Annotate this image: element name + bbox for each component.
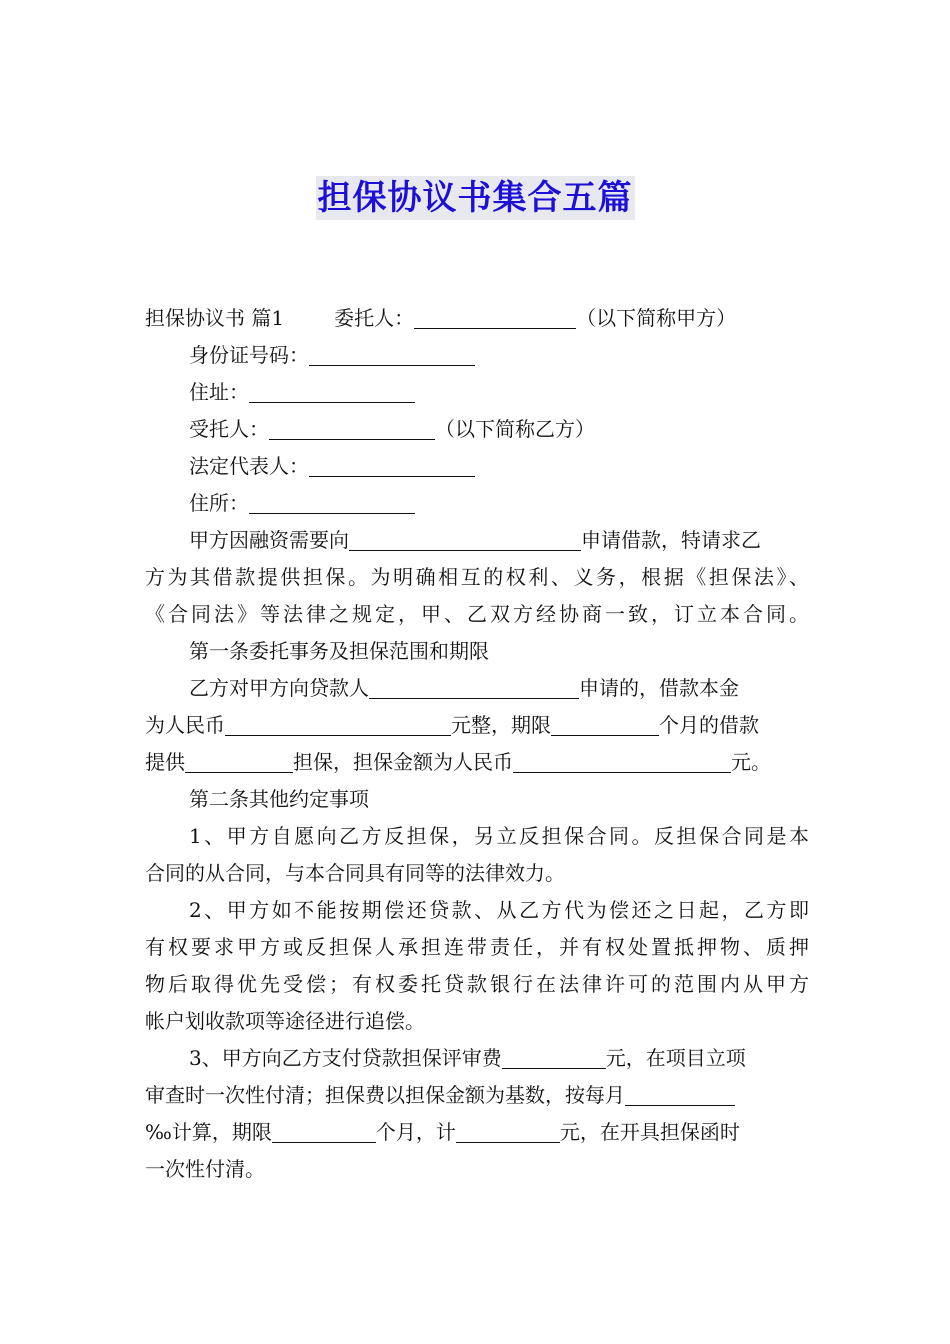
blank-field: [225, 713, 451, 736]
text-span: 个月的借款: [659, 713, 759, 737]
paragraph-line: [145, 1077, 809, 1114]
paragraph-line: 帐户划收款项等途径进行追偿。: [145, 1009, 425, 1033]
paragraph-line: 一次性付清。: [145, 1157, 265, 1181]
paragraph-line: [145, 670, 809, 707]
paragraph-line: [145, 337, 809, 374]
text-span: 元，在项目立项: [605, 1046, 746, 1070]
paragraph-line: [145, 744, 809, 781]
paragraph-line: [145, 1040, 809, 1077]
section-heading: 第二条其他约定事项: [189, 787, 369, 811]
text-span: 住址：: [189, 380, 249, 404]
title-text: 担保协议书集合五篇: [317, 178, 633, 218]
text-span: 为人民币: [145, 713, 225, 737]
paragraph-line: [145, 411, 809, 448]
text-span: 法定代表人：: [189, 454, 309, 478]
text-span: ‰计算，期限: [145, 1120, 272, 1144]
blank-field: [185, 750, 293, 773]
paragraph-line: [145, 1114, 809, 1151]
blank-field: [272, 1120, 376, 1143]
blank-field: [249, 380, 415, 403]
paragraph-line: 1、甲方自愿向乙方反担保，另立反担保合同。反担保合同是本: [189, 824, 809, 848]
paragraph-line: [145, 374, 809, 411]
text-span: 提供: [145, 750, 185, 774]
blank-field: [414, 306, 576, 329]
blank-field: [502, 1046, 606, 1069]
paragraph-line: 方为其借款提供担保。为明确相互的权利、义务，根据《担保法》、: [145, 565, 809, 589]
blank-field: [456, 1120, 560, 1143]
paragraph-line: 物后取得优先受偿；有权委托贷款银行在法律许可的范围内从甲方: [145, 972, 809, 996]
blank-field: [249, 491, 415, 514]
text-span: 元。: [731, 750, 771, 774]
text-span: 个月，计: [375, 1120, 456, 1144]
text-span: （以下简称乙方）: [435, 417, 595, 441]
text-span: 委托人：: [334, 306, 415, 330]
text-span: 担保协议书 篇1: [145, 306, 285, 330]
text-span: 身份证号码：: [189, 343, 309, 367]
text-span: 元整，期限: [451, 713, 551, 737]
paragraph-line: 《合同法》等法律之规定，甲、乙双方经协商一致，订立本合同。: [145, 602, 809, 626]
blank-field: [349, 528, 581, 551]
paragraph-line: [145, 707, 809, 744]
text-span: 甲方因融资需要向: [189, 528, 349, 552]
paragraph-line: [145, 522, 809, 559]
text-span: 乙方对甲方向贷款人: [189, 676, 369, 700]
document-title: [0, 176, 950, 220]
blank-field: [369, 676, 579, 699]
paragraph-line: 合同的从合同，与本合同具有同等的法律效力。: [145, 861, 565, 885]
blank-field: [309, 343, 475, 366]
text-span: 住所：: [189, 491, 249, 515]
blank-field: [269, 417, 435, 440]
text-span: 申请的，借款本金: [579, 676, 739, 700]
blank-field: [513, 750, 731, 773]
text-span: 审查时一次性付清；担保费以担保金额为基数，按每月: [145, 1083, 625, 1107]
section-heading: 第一条委托事务及担保范围和期限: [189, 639, 489, 663]
blank-field: [625, 1083, 735, 1106]
document-body: [145, 300, 809, 1188]
paragraph-line: 有权要求甲方或反担保人承担连带责任，并有权处置抵押物、质押: [145, 935, 809, 959]
paragraph-line: [145, 485, 809, 522]
text-span: 受托人：: [189, 417, 269, 441]
paragraph-line: [145, 448, 809, 485]
text-span: 元，在开具担保函时: [559, 1120, 740, 1144]
blank-field: [551, 713, 659, 736]
text-span: 担保，担保金额为人民币: [293, 750, 513, 774]
text-span: 申请借款，特请求乙: [581, 528, 761, 552]
paragraph-line: 2、甲方如不能按期偿还贷款、从乙方代为偿还之日起，乙方即: [189, 898, 809, 922]
text-span: （以下简称甲方）: [576, 306, 737, 330]
blank-field: [309, 454, 475, 477]
paragraph-line: [145, 300, 809, 337]
text-span: 3、甲方向乙方支付贷款担保评审费: [189, 1046, 502, 1070]
